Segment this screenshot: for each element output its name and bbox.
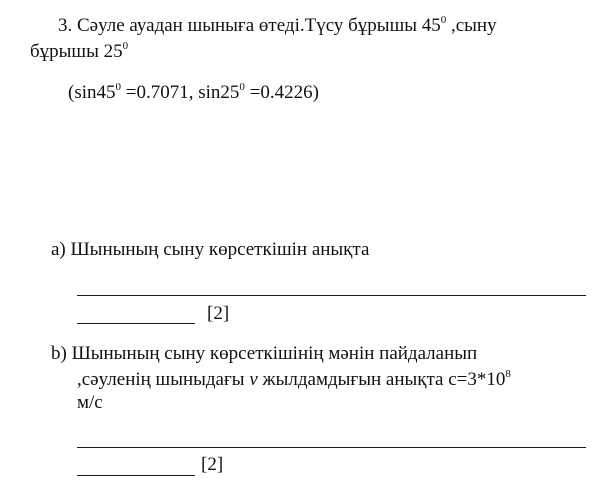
answer-line-a-1[interactable] [77,295,586,296]
part-b-marks: [2] [201,454,224,475]
velocity-variable: v [249,369,258,390]
part-a-prompt: a) Шынының сыну көрсеткішін анықта [51,239,370,260]
part-a-marks: [2] [207,303,230,324]
given-b: =0.7071, sin25 [121,82,240,103]
part-b-text-2a: ,сәуленің шыныдағы [77,369,250,390]
question-line-1 [58,15,497,37]
answer-line-b-2[interactable] [77,475,195,476]
exponent-superscript: 8 [505,368,511,380]
question-line-2 [30,41,128,63]
degree-superscript: 0 [122,40,129,52]
question-text-2: бұрышы 25 [30,41,123,62]
question-text-1-end: ,сыну [446,15,497,36]
given-values [68,82,319,104]
degree-superscript: 0 [115,81,121,93]
degree-superscript: 0 [440,14,447,26]
part-b-prompt-line-3: м/с [77,392,103,413]
part-b-prompt-line-2 [77,369,511,391]
given-c: =0.4226) [244,82,319,103]
degree-superscript: 0 [239,81,245,93]
given-a: (sin45 [68,82,116,103]
answer-line-b-1[interactable] [77,447,586,448]
part-b-prompt-line-1: b) Шынының сыну көрсеткішінің мәнін пайдаланып [51,343,478,364]
answer-line-a-2[interactable] [77,323,195,324]
part-b-text-2b: жылдамдығын анықта с=3*10 [257,369,506,390]
question-text-1: 3. Сәуле ауадан шыныға өтеді.Түсу бұрышы 45 [58,15,441,36]
